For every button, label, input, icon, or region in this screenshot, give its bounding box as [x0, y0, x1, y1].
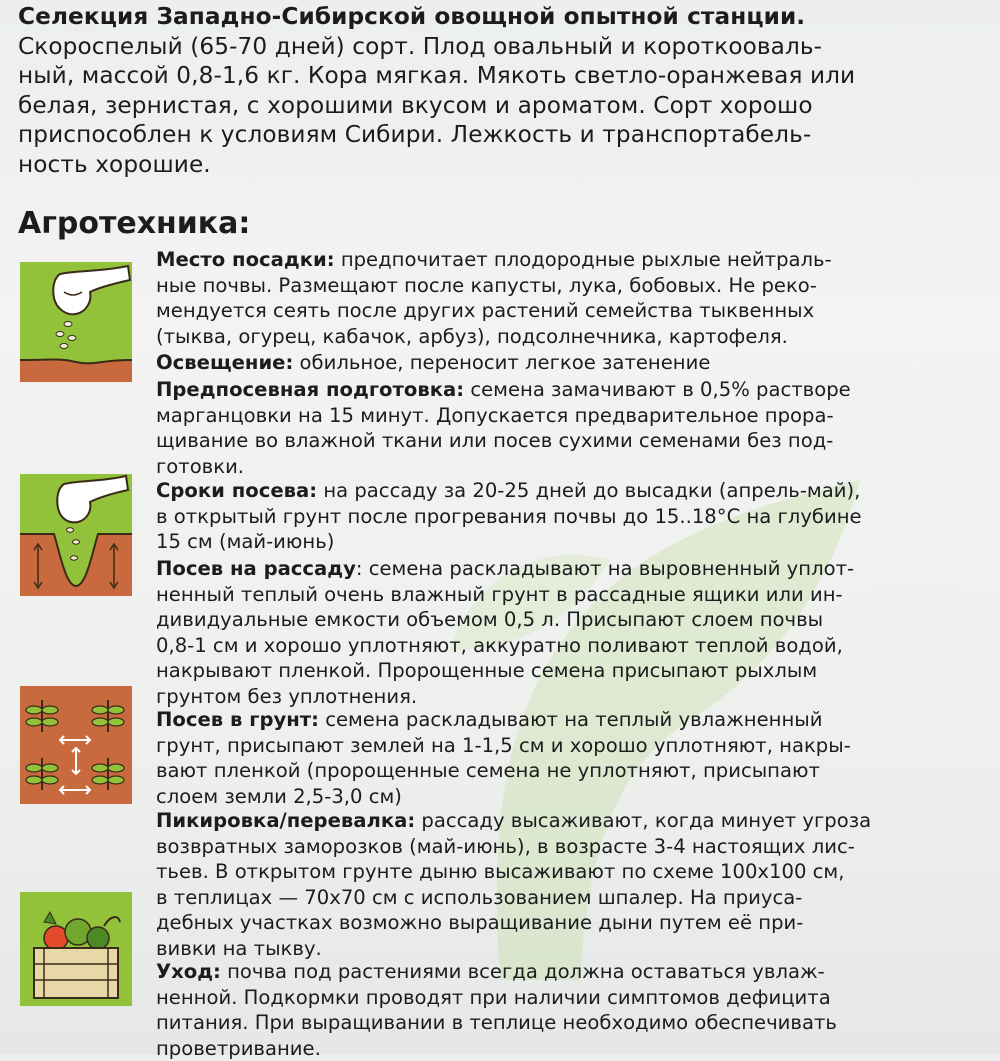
section-label: Предпосевная подготовка:	[156, 378, 464, 401]
intro-line: ный, массой 0,8-1,6 кг. Кора мягкая. Мякоть светло-оранжевая или	[18, 61, 990, 91]
section-seedling-sowing	[156, 556, 978, 709]
section-open-ground-sowing	[156, 707, 978, 809]
section-line: ные почвы. Размещают после капусты, лука, бобовых. Не реко-	[156, 273, 978, 299]
intro-lead: Селекция Западно-Сибирской овощной опытной станции.	[18, 2, 990, 32]
intro-line: Скороспелый (65-70 дней) сорт. Плод овальный и короткооваль-	[18, 32, 990, 62]
section-line: слоем земли 2,5-3,0 см)	[156, 784, 978, 810]
intro-paragraph	[18, 2, 990, 180]
section-line: в открытый грунт после прогревания почвы до 15..18°С на глубине	[156, 504, 978, 530]
section-line: вают пленкой (пророщенные семена не уплотняют, присыпают	[156, 758, 978, 784]
intro-line: белая, зернистая, с хорошими вкусом и ароматом. Сорт хорошо	[18, 91, 990, 121]
section-line: (тыква, огурец, кабачок, арбуз), подсолнечника, картофеля.	[156, 324, 978, 350]
section-label: Освещение:	[156, 351, 293, 374]
section-line: грунтом без уплотнения.	[156, 684, 978, 710]
section-line: мендуется сеять после других растений семейства тыквенных	[156, 298, 978, 324]
section-line: питания. При выращивании в теплице необходимо обеспечивать	[156, 1010, 978, 1036]
section-lighting	[156, 350, 978, 376]
section-care	[156, 959, 978, 1061]
section-line: щивание во влажной ткани или посев сухими семенами без под-	[156, 428, 978, 454]
section-line: почва под растениями всегда должна оставаться увлаж-	[227, 960, 825, 983]
section-line: проветривание.	[156, 1036, 978, 1061]
section-line: на рассаду за 20-25 дней до высадки (апрель-май),	[323, 479, 860, 502]
section-presowing-preparation	[156, 377, 978, 479]
section-line: вивки на тыкву.	[156, 936, 978, 962]
section-line: семена раскладывают на теплый увлажненный	[325, 708, 822, 731]
hand-sowing-seeds-icon	[20, 262, 132, 382]
section-line: семена замачивают в 0,5% растворе	[470, 378, 850, 401]
section-transplanting	[156, 808, 978, 961]
section-line: марганцовки на 15 минут. Допускается предварительное прора-	[156, 403, 978, 429]
section-label: Место посадки:	[156, 248, 335, 271]
section-planting-site	[156, 247, 978, 349]
intro-line: приспособлен к условиям Сибири. Лежкость и транспортабель-	[18, 120, 990, 150]
section-line: готовки.	[156, 454, 978, 480]
section-line: 15 см (май-июнь)	[156, 529, 978, 555]
section-line: ненный теплый очень влажный грунт в рассадные ящики или ин-	[156, 582, 978, 608]
section-line: рассаду высаживают, когда минует угроза	[421, 809, 871, 832]
section-line: возвратных заморозков (май-июнь), в возрасте 3-4 настоящих лис-	[156, 834, 978, 860]
section-line: ненной. Подкормки проводят при наличии симптомов дефицита	[156, 985, 978, 1011]
section-line: дебных участках возможно выращивание дыни путем её при-	[156, 910, 978, 936]
section-line: в теплицах — 70х70 см с использованием шпалер. На приуса-	[156, 885, 978, 911]
section-line: обильное, переносит легкое затенение	[300, 351, 711, 374]
section-label: Сроки посева:	[156, 479, 317, 502]
section-label: Уход:	[156, 960, 221, 983]
section-sowing-dates	[156, 478, 978, 555]
vegetable-crate-icon	[20, 892, 132, 1006]
section-line: грунт, присыпают землей на 1-1,5 см и хорошо уплотняют, накры-	[156, 733, 978, 759]
section-label: Посев на рассаду	[156, 557, 356, 580]
section-line: предпочитает плодородные рыхлые нейтраль-	[341, 248, 832, 271]
section-line: дивидуальные емкости объемом 0,5 л. Присыпают слоем почвы	[156, 607, 978, 633]
section-line: 0,8-1 см и хорошо уплотняют, аккуратно поливают теплой водой,	[156, 633, 978, 659]
section-label: Пикировка/перевалка:	[156, 809, 415, 832]
sowing-depth-icon	[20, 474, 132, 596]
section-line: накрывают пленкой. Пророщенные семена присыпают рыхлым	[156, 658, 978, 684]
section-line: : семена раскладывают на выровненный уплот-	[356, 557, 854, 580]
section-label: Посев в грунт:	[156, 708, 319, 731]
seedling-spacing-icon	[20, 686, 132, 804]
section-line: тьев. В открытом грунте дыню высаживают по схеме 100х100 см,	[156, 859, 978, 885]
intro-line: ность хорошие.	[18, 150, 990, 180]
agrotechnics-heading: Агротехника:	[18, 204, 250, 244]
